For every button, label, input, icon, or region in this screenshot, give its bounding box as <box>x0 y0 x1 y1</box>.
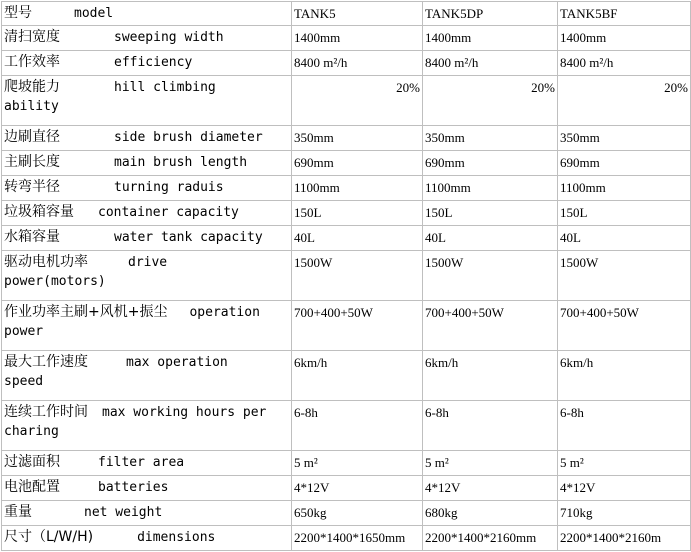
value-cell: 40L <box>292 226 423 251</box>
value-cell: 6km/h <box>558 351 691 401</box>
table-row <box>2 51 691 76</box>
value-cell: 690mm <box>558 151 691 176</box>
row-label: 最大工作速度 max operation speed <box>2 351 292 401</box>
value-cell: 700+400+50W <box>292 301 423 351</box>
model-name-2: TANK5DP <box>423 2 558 26</box>
value-cell: 1400mm <box>292 26 423 51</box>
value-cell: 6km/h <box>292 351 423 401</box>
value-cell: 2200*1400*2160mm <box>423 526 558 551</box>
value-cell: 1100mm <box>423 176 558 201</box>
value-cell: 5 m² <box>423 451 558 476</box>
header-row <box>2 2 691 26</box>
value-cell: 650kg <box>292 501 423 526</box>
row-label: 清扫宽度 sweeping width <box>2 26 292 51</box>
value-cell: 4*12V <box>558 476 691 501</box>
value-cell: 150L <box>558 201 691 226</box>
table-row <box>2 351 691 401</box>
value-cell: 8400 m²/h <box>423 51 558 76</box>
model-name-1: TANK5 <box>292 2 423 26</box>
table-row <box>2 401 691 451</box>
value-cell: 1100mm <box>292 176 423 201</box>
row-label: 主刷长度 main brush length <box>2 151 292 176</box>
model-label-cell <box>2 2 292 26</box>
value-cell: 150L <box>423 201 558 226</box>
row-label: 工作效率 efficiency <box>2 51 292 76</box>
row-label: 电池配置 batteries <box>2 476 292 501</box>
value-cell: 20% <box>292 76 423 126</box>
table-row <box>2 176 691 201</box>
value-cell: 700+400+50W <box>558 301 691 351</box>
row-label: 作业功率主刷+风机+振尘 operation power <box>2 301 292 351</box>
table-row <box>2 451 691 476</box>
table-row <box>2 201 691 226</box>
value-cell: 8400 m²/h <box>558 51 691 76</box>
table-row <box>2 251 691 301</box>
table-row <box>2 126 691 151</box>
value-cell: 5 m² <box>558 451 691 476</box>
row-label: 连续工作时间 max working hours per charing <box>2 401 292 451</box>
model-name-3: TANK5BF <box>558 2 691 26</box>
value-cell: 690mm <box>292 151 423 176</box>
row-label: 垃圾箱容量 container capacity <box>2 201 292 226</box>
value-cell: 150L <box>292 201 423 226</box>
table-row <box>2 151 691 176</box>
table-row <box>2 76 691 126</box>
value-cell: 710kg <box>558 501 691 526</box>
row-label: 驱动电机功率 drive power(motors) <box>2 251 292 301</box>
value-cell: 1100mm <box>558 176 691 201</box>
value-cell: 6-8h <box>292 401 423 451</box>
value-cell: 2200*1400*1650mm <box>292 526 423 551</box>
value-cell: 2200*1400*2160m <box>558 526 691 551</box>
value-cell: 4*12V <box>423 476 558 501</box>
value-cell: 350mm <box>292 126 423 151</box>
row-label: 重量 net weight <box>2 501 292 526</box>
value-cell: 6-8h <box>558 401 691 451</box>
spec-table <box>1 1 691 551</box>
value-cell: 8400 m²/h <box>292 51 423 76</box>
table-row <box>2 26 691 51</box>
value-cell: 1500W <box>423 251 558 301</box>
value-cell: 6km/h <box>423 351 558 401</box>
value-cell: 1400mm <box>423 26 558 51</box>
value-cell: 40L <box>558 226 691 251</box>
model-label-zh: 型号 <box>4 5 32 21</box>
value-cell: 680kg <box>423 501 558 526</box>
table-row <box>2 226 691 251</box>
table-row <box>2 501 691 526</box>
row-label: 爬坡能力 hill climbing ability <box>2 76 292 126</box>
value-cell: 350mm <box>558 126 691 151</box>
value-cell: 700+400+50W <box>423 301 558 351</box>
row-label: 转弯半径 turning raduis <box>2 176 292 201</box>
value-cell: 690mm <box>423 151 558 176</box>
row-label: 边刷直径 side brush diameter <box>2 126 292 151</box>
model-label-en: model <box>74 6 114 21</box>
value-cell: 1500W <box>292 251 423 301</box>
row-label: 水箱容量 water tank capacity <box>2 226 292 251</box>
value-cell: 1500W <box>558 251 691 301</box>
value-cell: 40L <box>423 226 558 251</box>
table-row <box>2 301 691 351</box>
value-cell: 350mm <box>423 126 558 151</box>
value-cell: 6-8h <box>423 401 558 451</box>
value-cell: 4*12V <box>292 476 423 501</box>
value-cell: 20% <box>423 76 558 126</box>
row-label: 尺寸（L/W/H) dimensions <box>2 526 292 551</box>
table-row <box>2 526 691 551</box>
value-cell: 5 m² <box>292 451 423 476</box>
table-row <box>2 476 691 501</box>
value-cell: 20% <box>558 76 691 126</box>
row-label: 过滤面积 filter area <box>2 451 292 476</box>
value-cell: 1400mm <box>558 26 691 51</box>
